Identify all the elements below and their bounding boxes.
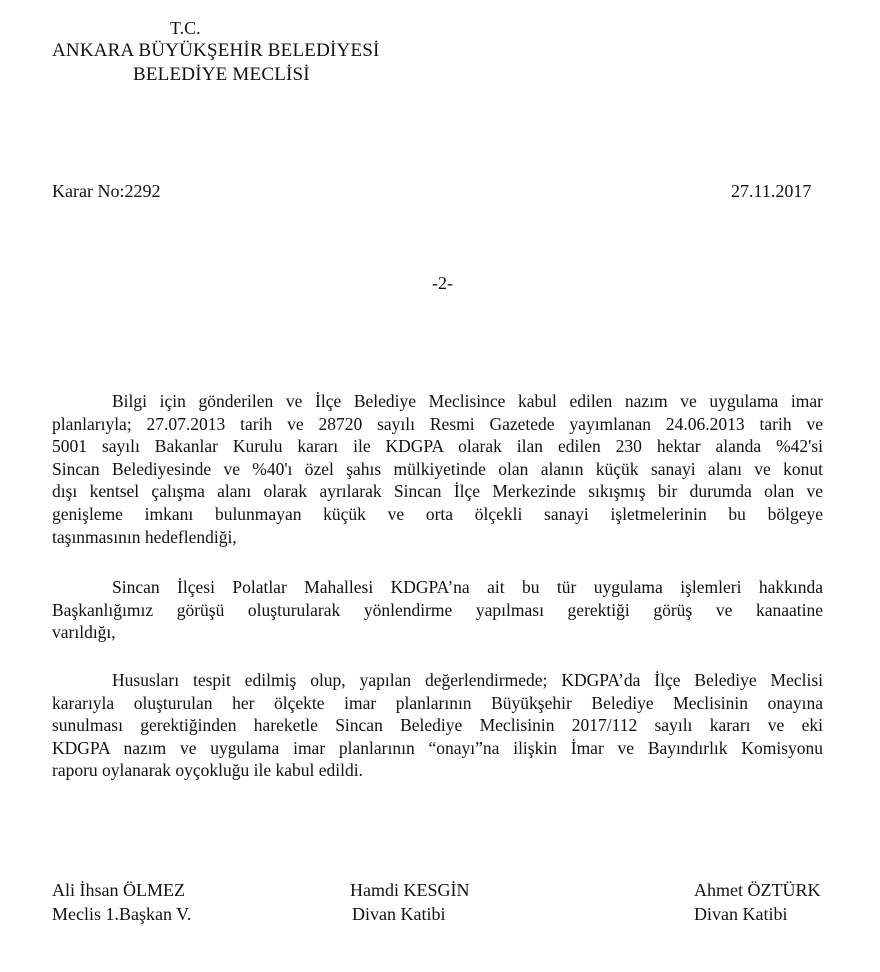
paragraph-line: KDGPA nazım ve uygulama imar planlarının “onayı”na ilişkin İmar ve Bayındırlık Komisyonu bbox=[52, 737, 823, 758]
signatory-2-name: Hamdi KESGİN bbox=[350, 880, 470, 900]
signatory-1-name: Ali İhsan ÖLMEZ bbox=[52, 880, 185, 900]
paragraph-line: Hususları tespit edilmiş olup, yapılan değerlendirmede; KDGPA’da İlçe Belediye Meclisi bbox=[112, 670, 823, 690]
paragraph-line: varıldığı, bbox=[52, 622, 116, 643]
paragraph-line: Sincan Belediyesinde ve %40'ı özel şahıs mülkiyetinde olan alanın küçük sanayi alanı ve konut bbox=[52, 458, 823, 479]
paragraph-line: Başkanlığımız görüşü oluşturularak yönlendirme yapılması gerektiği görüş ve kanaatine bbox=[52, 599, 823, 620]
paragraph-line: genişleme imkanı bulunmayan küçük ve orta ölçekli sanayi işletmelerinin bu bölgeye bbox=[52, 503, 823, 524]
decision-number: Karar No:2292 bbox=[52, 181, 161, 201]
header-council: BELEDİYE MECLİSİ bbox=[133, 64, 310, 85]
signatory-3-title: Divan Katibi bbox=[694, 904, 788, 924]
decision-date: 27.11.2017 bbox=[731, 181, 812, 201]
signatory-2-title: Divan Katibi bbox=[352, 904, 446, 924]
paragraph-line: raporu oylanarak oyçokluğu ile kabul edildi. bbox=[52, 760, 364, 781]
paragraph-line: Bilgi için gönderilen ve İlçe Belediye Meclisince kabul edilen nazım ve uygulama imar bbox=[112, 391, 823, 411]
paragraph-3 bbox=[52, 669, 823, 782]
paragraph-2 bbox=[52, 576, 823, 644]
page-number: -2- bbox=[432, 273, 453, 293]
paragraph-line: 5001 sayılı Bakanlar Kurulu kararı ile KDGPA olarak ilan edilen 230 hektar alanda %42'si bbox=[52, 436, 823, 457]
signatory-3-name: Ahmet ÖZTÜRK bbox=[694, 880, 821, 900]
paragraph-line: sunulması gerektiğinden hareketle Sincan Belediye Meclisinin 2017/112 sayılı kararı ve eki bbox=[52, 715, 823, 736]
paragraph-line: taşınmasının hedeflendiği, bbox=[52, 526, 237, 547]
paragraph-line: kararıyla oluşturulan her ölçekte imar planlarının Büyükşehir Belediye Meclisinin onayına bbox=[52, 692, 823, 713]
paragraph-line: Sincan İlçesi Polatlar Mahallesi KDGPA’na ait bu tür uygulama işlemleri hakkında bbox=[112, 577, 823, 597]
header-country: T.C. bbox=[170, 18, 201, 38]
paragraph-line: planlarıyla; 27.07.2013 tarih ve 28720 sayılı Resmi Gazetede yayımlanan 24.06.2013 tarih ve bbox=[52, 413, 823, 434]
paragraph-line: dışı kentsel çalışma alanı olarak ayrılarak Sincan İlçe Merkezinde sıkışmış bir durumda olan ve bbox=[52, 481, 823, 502]
signatory-1-title: Meclis 1.Başkan V. bbox=[52, 904, 192, 924]
header-institution: ANKARA BÜYÜKŞEHİR BELEDİYESİ bbox=[52, 40, 380, 61]
paragraph-1 bbox=[52, 390, 823, 548]
